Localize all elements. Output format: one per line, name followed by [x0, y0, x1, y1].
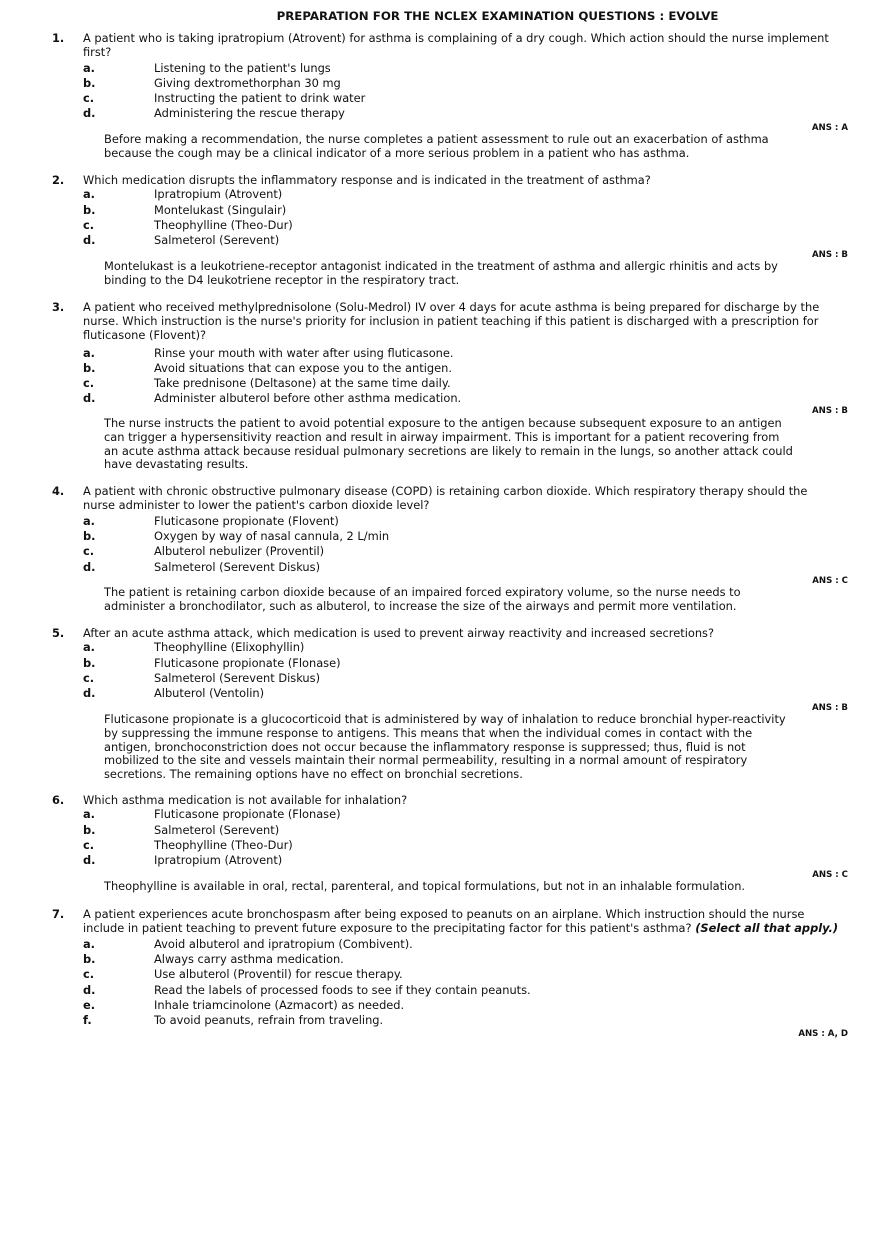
option-letter: b.: [83, 529, 96, 543]
option-d: [83, 854, 783, 869]
option-text: Always carry asthma medication.: [154, 952, 344, 966]
question-number: 1.: [52, 31, 65, 45]
option-c: [83, 672, 783, 687]
question-number: 7.: [52, 907, 65, 921]
option-d: [83, 234, 783, 249]
rationale: Montelukast is a leukotriene-receptor antagonist indicated in the treatment of asthma and allergic rhinitis and acts by binding to the D4 leukotriene receptor in the respiratory tract.: [104, 259, 778, 287]
option-letter: f.: [83, 1013, 92, 1027]
option-letter: b.: [83, 656, 96, 670]
answer-key: ANS : C: [812, 576, 848, 586]
option-letter: c.: [83, 838, 95, 852]
page-title: PREPARATION FOR THE NCLEX EXAMINATION QUESTIONS : EVOLVE: [276, 9, 719, 23]
option-a: [83, 808, 783, 823]
option-text: Fluticasone propionate (Flonase): [154, 656, 341, 670]
option-text: Administering the rescue therapy: [154, 106, 345, 120]
option-b: [83, 77, 783, 92]
option-a: [83, 515, 783, 530]
option-text: Ipratropium (Atrovent): [154, 187, 283, 201]
option-letter: d.: [83, 560, 96, 574]
question-text: [83, 908, 843, 936]
option-text: Avoid albuterol and ipratropium (Combivent).: [154, 937, 413, 951]
option-a: [83, 347, 783, 362]
option-b: [83, 824, 783, 839]
question-text: A patient who received methylprednisolone (Solu-Medrol) IV over 4 days for acute asthma is being prepared for discharge by the nurse. Which instruction is the nurse's priority for inclusion in patient teaching if this patient is discharged with a prescription for fluticasone (Flovent)?: [83, 300, 820, 342]
option-letter: a.: [83, 61, 96, 75]
rationale: Fluticasone propionate is a glucocorticoid that is administered by way of inhalation to reduce bronchial hyper-reactivity by suppressing the immune response to antigens. This means that when the individual comes in contact with the antigen, bronchoconstriction does not occur because the inflammatory response is suppressed; thus, fluid is not mobilized to the site and vessels maintain their normal permeability, resulting in a normal amount of respiratory secretions. The remaining options have no effect on bronchial secretions.: [104, 712, 786, 782]
option-letter: a.: [83, 187, 96, 201]
option-e: [83, 999, 783, 1014]
option-text: Avoid situations that can expose you to the antigen.: [154, 361, 452, 375]
option-d: [83, 107, 783, 122]
question-text: After an acute asthma attack, which medication is used to prevent airway reactivity and increased secretions?: [83, 626, 715, 640]
option-text: Montelukast (Singulair): [154, 203, 287, 217]
option-text: Salmeterol (Serevent): [154, 823, 280, 837]
option-letter: b.: [83, 361, 96, 375]
option-d: [83, 561, 783, 576]
option-text: Take prednisone (Deltasone) at the same time daily.: [154, 376, 451, 390]
option-b: [83, 204, 783, 219]
question-number: 3.: [52, 300, 65, 314]
option-c: [83, 839, 783, 854]
answer-key: ANS : B: [811, 250, 848, 260]
option-letter: a.: [83, 937, 96, 951]
answer-key: ANS : B: [811, 406, 848, 416]
option-b: [83, 953, 783, 968]
question-text: A patient with chronic obstructive pulmonary disease (COPD) is retaining carbon dioxide. Which respiratory therapy should the nurse administer to lower the patient's carbon dioxide level?: [83, 484, 808, 512]
rationale: Theophylline is available in oral, rectal, parenteral, and topical formulations, but not in an inhalable formulation.: [104, 879, 746, 893]
option-letter: c.: [83, 671, 95, 685]
option-c: [83, 968, 783, 983]
option-text: Inhale triamcinolone (Azmacort) as needed.: [154, 998, 405, 1012]
question-text: Which asthma medication is not available for inhalation?: [83, 793, 408, 807]
option-letter: c.: [83, 218, 95, 232]
option-letter: a.: [83, 807, 96, 821]
option-letter: b.: [83, 203, 96, 217]
question-number: 5.: [52, 626, 65, 640]
option-text: Instructing the patient to drink water: [154, 91, 366, 105]
option-text: Use albuterol (Proventil) for rescue therapy.: [154, 967, 403, 981]
option-c: [83, 377, 783, 392]
option-text: Rinse your mouth with water after using fluticasone.: [154, 346, 454, 360]
option-c: [83, 545, 783, 560]
option-c: [83, 219, 783, 234]
option-text: Oxygen by way of nasal cannula, 2 L/min: [154, 529, 390, 543]
option-text: Theophylline (Elixophyllin): [154, 640, 305, 654]
option-letter: d.: [83, 233, 96, 247]
option-a: [83, 641, 783, 656]
option-text: Read the labels of processed foods to see if they contain peanuts.: [154, 983, 531, 997]
option-text: Salmeterol (Serevent Diskus): [154, 560, 321, 574]
option-letter: c.: [83, 91, 95, 105]
option-letter: c.: [83, 376, 95, 390]
option-letter: d.: [83, 391, 96, 405]
option-d: [83, 392, 783, 407]
option-letter: d.: [83, 853, 96, 867]
option-letter: d.: [83, 983, 96, 997]
option-f: [83, 1014, 783, 1029]
option-text: Albuterol nebulizer (Proventil): [154, 544, 325, 558]
rationale: Before making a recommendation, the nurse completes a patient assessment to rule out an exacerbation of asthma because the cough may be a clinical indicator of a more serious problem in a patient who has asthma.: [104, 132, 769, 160]
option-d: [83, 984, 783, 999]
question-number: 2.: [52, 173, 65, 187]
option-c: [83, 92, 783, 107]
option-letter: a.: [83, 514, 96, 528]
rationale: The nurse instructs the patient to avoid potential exposure to the antigen because subsequent exposure to an antigen can trigger a hypersensitivity reaction and result in airway impairment. This is important for a patient recovering from an acute asthma attack because residual pulmonary secretions are likely to remain in the lungs, so another attack could have devastating results.: [104, 416, 793, 472]
option-text: Salmeterol (Serevent Diskus): [154, 671, 321, 685]
question-text: Which medication disrupts the inflammatory response and is indicated in the treatment of asthma?: [83, 173, 651, 187]
option-text: Theophylline (Theo-Dur): [154, 218, 293, 232]
option-text: Administer albuterol before other asthma medication.: [154, 391, 462, 405]
option-b: [83, 657, 783, 672]
option-text: To avoid peanuts, refrain from traveling.: [154, 1013, 384, 1027]
answer-key: ANS : A, D: [798, 1029, 848, 1039]
option-text: Ipratropium (Atrovent): [154, 853, 283, 867]
answer-key: ANS : C: [812, 870, 848, 880]
option-letter: c.: [83, 967, 95, 981]
option-text: Salmeterol (Serevent): [154, 233, 280, 247]
option-letter: c.: [83, 544, 95, 558]
option-letter: a.: [83, 640, 96, 654]
option-letter: b.: [83, 76, 96, 90]
question-text-body: A patient experiences acute bronchospasm after being exposed to peanuts on an airplane. Which instruction should the nurse include in patient teaching to prevent future exposure to the precipitating factor for this patient's asthma?: [83, 907, 805, 935]
option-letter: d.: [83, 106, 96, 120]
option-b: [83, 362, 783, 377]
question-number: 6.: [52, 793, 65, 807]
option-text: Fluticasone propionate (Flonase): [154, 807, 341, 821]
option-letter: b.: [83, 823, 96, 837]
option-b: [83, 530, 783, 545]
select-all-note: (Select all that apply.): [695, 920, 839, 935]
answer-key: ANS : A: [811, 123, 848, 133]
option-text: Theophylline (Theo-Dur): [154, 838, 293, 852]
option-letter: d.: [83, 686, 96, 700]
answer-key: ANS : B: [811, 703, 848, 713]
option-text: Listening to the patient's lungs: [154, 61, 331, 75]
option-a: [83, 62, 783, 77]
question-text: A patient who is taking ipratropium (Atrovent) for asthma is complaining of a dry cough. Which action should the nurse implement first?: [83, 31, 829, 59]
question-number: 4.: [52, 484, 65, 498]
option-text: Giving dextromethorphan 30 mg: [154, 76, 341, 90]
option-d: [83, 687, 783, 702]
option-letter: a.: [83, 346, 96, 360]
option-letter: e.: [83, 998, 96, 1012]
rationale: The patient is retaining carbon dioxide because of an impaired forced expiratory volume, so the nurse needs to administer a bronchodilator, such as albuterol, to increase the size of the airways and permit more ventilation.: [104, 585, 741, 613]
option-text: Fluticasone propionate (Flovent): [154, 514, 339, 528]
option-a: [83, 938, 783, 953]
option-letter: b.: [83, 952, 96, 966]
option-a: [83, 188, 783, 203]
option-text: Albuterol (Ventolin): [154, 686, 265, 700]
